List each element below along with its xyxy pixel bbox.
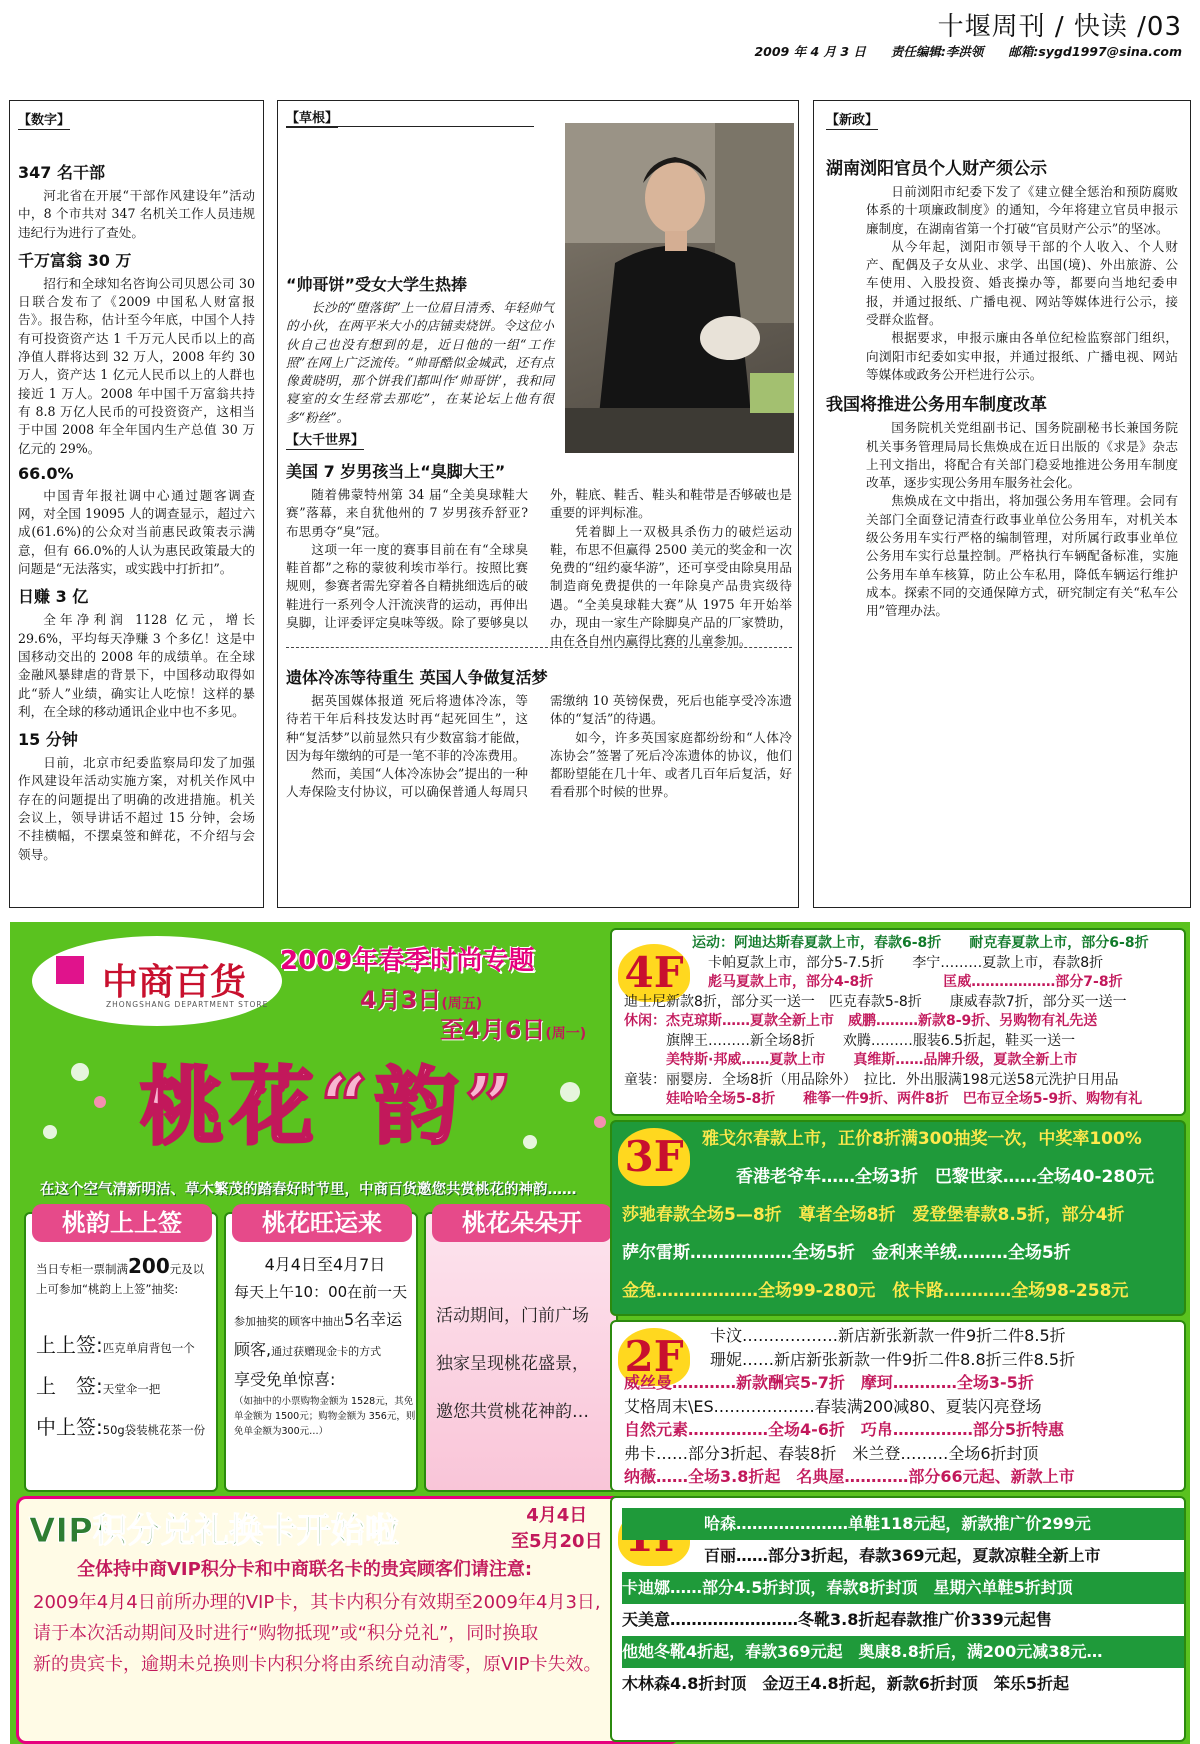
vip-section xyxy=(16,1496,680,1744)
article-text: 日前，北京市纪委监察局印发了加强作风建设年活动实施方案，对机关作风中存在的问题提出了明确的改进措施。机关会议上，领导讲话不超过 15 分钟，会场不挂横幅，不摆桌签和鲜花，不介绍与会领导。 xyxy=(18,755,255,862)
box-title: 桃韵上上签 xyxy=(32,1204,212,1242)
vip-start-date: 4月4日 xyxy=(526,1505,588,1526)
floor-line: 他她冬靴4折起，春款369元起 奥康8.8折后，满200元减38元… xyxy=(622,1636,1184,1668)
lottery-amount: 200 xyxy=(128,1254,170,1278)
floor-label: 3F xyxy=(618,1128,690,1186)
middle-column xyxy=(277,100,799,908)
floor-label: 2F xyxy=(618,1328,690,1386)
headline: 15 分钟 xyxy=(18,730,78,750)
article-text: 国务院机关党组副书记、国务院副秘书长兼国务院机关事务管理局局长焦焕成在近日出版的《求是》杂志上刊文指出，将配合有关部门稳妥地推进公务用车制度改革，逐步实现公务用车服务社会化。 xyxy=(866,420,1178,491)
article-text: 招行和全球知名咨询公司贝恩公司 30 日联合发布了《2009 中国私人财富报告》。报告称，估计至今年底，中国个人持有可投资资产达 1 千万元人民币以上的高净值人群将达到 32 万人，2008 年约 30 万人，资产达 1 亿元人民币以上的人群也接近 1 万人。2008 年中国千万富翁共持有 8.8 万亿人民币的可投资资产，这相当于中国 2008 年全年国内生产总值 30 万亿元的 29%。 xyxy=(18,275,255,456)
box-title: 桃花旺运来 xyxy=(232,1204,412,1242)
floor-line: 美特斯·邦威……夏款上市 真维斯……品牌升级，夏款全新上市 xyxy=(624,1052,1078,1068)
floor-line: 运动：阿迪达斯春夏款上市，春款6-8折 耐克春夏款上市，部分6-8折 xyxy=(692,935,1149,951)
article-text: 根据要求，申报示廉由各单位纪检监察部门组织，向浏阳市纪委如实申报，并通过报纸、广播电视、网站等媒体或政务公开栏进行公示。 xyxy=(866,330,1178,382)
section-tag-numbers: 【数字】 xyxy=(18,109,70,130)
floor-line: 彪马夏款上市，部分4-8折 匡威………………部分7-8折 xyxy=(652,974,1123,990)
lottery-box xyxy=(24,1209,218,1492)
box2-highlight: 5名幸运 xyxy=(344,1310,403,1329)
start-weekday: (周五) xyxy=(441,996,483,1012)
floor-line: 百丽……部分3折起，春款369元起，夏款凉鞋全新上市 xyxy=(688,1546,1101,1565)
end-date: 至4月6日 xyxy=(440,1016,546,1044)
article-body xyxy=(286,486,792,658)
box2-line: 通过获赠现金卡的方式 xyxy=(271,1345,382,1358)
section-tag-policy: 【新政】 xyxy=(826,109,878,130)
box2-line: 顾客, xyxy=(234,1340,272,1359)
floor-2f xyxy=(610,1320,1186,1492)
section-tag-grassroots: 【草根】 xyxy=(286,107,338,128)
prize-level: 上 签: xyxy=(36,1374,103,1398)
prize-item: 50g袋装桃花茶一份 xyxy=(102,1423,206,1437)
article-text: 河北省在开展“干部作风建设年”活动中，8 个市共对 347 名机关工作人员违规违纪行为进行了查处。 xyxy=(18,188,255,240)
box2-line: 每天上午10：00在前一天 xyxy=(234,1283,408,1301)
box2-date: 4月4日至4月7日 xyxy=(264,1255,386,1274)
article-body xyxy=(286,692,792,820)
page-header-info: 2009 年 4 月 3 日 责任编辑:李洪领 邮箱:sygd1997@sina.com xyxy=(754,44,1182,59)
vip-notice: 全体持中商VIP积分卡和中商联名卡的贵宾顾客们请注意: xyxy=(77,1559,533,1580)
prize-item: 匹克单肩背包一个 xyxy=(102,1341,195,1355)
vip-notice-line: 新的贵宾卡，逾期未兑换则卡内积分将由系统自动清零，原VIP卡失效。 xyxy=(33,1654,602,1675)
lottery-intro-2: 元及以上可参加“桃韵上上签”抽奖: xyxy=(36,1262,205,1296)
vip-notice-line: 请于本次活动期间及时进行“购物抵现”或“积分兑礼”，同时换取 xyxy=(33,1623,539,1644)
headline: 日赚 3 亿 xyxy=(18,587,89,607)
article-text: 如今，许多英国家庭都纷纷和“人体冷冻协会”签署了死后冷冻遗体的协议，他们都盼望能在几十年、或者几百年后复活，好看看那个时候的世界。 xyxy=(550,729,792,800)
headline: “帅哥饼”受女大学生热捧 xyxy=(286,275,468,294)
prize-item: 天堂伞一把 xyxy=(102,1382,161,1396)
floor-line: 金兔………………全场99-280元 依卡路…………全场98-258元 xyxy=(622,1281,1129,1301)
headline: 美国 7 岁男孩当上“臭脚大王” xyxy=(286,462,506,481)
floor-line: 香港老爷车……全场3折 巴黎世家……全场40-280元 xyxy=(702,1167,1155,1187)
floor-line: 木林森4.8折封顶 金迈王4.8折起，新款6折封顶 笨乐5折起 xyxy=(622,1674,1069,1693)
floor-line: 萨尔雷斯………………全场5折 金利来羊绒………全场5折 xyxy=(622,1243,1071,1263)
article-text: 全年净利润 1128 亿元，增长 29.6%，平均每天净赚 3 个多亿！这是中国移动交出的 2008 年的成绩单。在全球金融风暴肆虐的背景下，中国移动取得如此“骄人”业绩，确实让人吃惊！这样的暴利，在全球的移动通讯企业中也不多见。 xyxy=(18,612,255,719)
article-text: 日前浏阳市纪委下发了《建立健全惩治和预防腐败体系的十项廉政制度》的通知，今年将建立官员申报示廉制度，在湖南省第一个打破“官员财产公示”的坚冰。 xyxy=(866,184,1178,236)
box3-line: 独家呈现桃花盛景， xyxy=(436,1354,589,1374)
floor-line: 雅戈尔春款上市，正价8折满300抽奖一次，中奖率100% xyxy=(702,1129,1142,1149)
logo-subtext: ZHONGSHANG DEPARTMENT STORE xyxy=(106,1000,269,1009)
headline: 千万富翁 30 万 xyxy=(18,250,132,270)
article-text: 然而，美国“人体冷冻协会”提出的一种人寿保险支付协议，可以确保普通人每周只需缴纳 10 英镑保费，死后也能享受冷冻遗体的“复活”的待遇。 xyxy=(286,693,792,800)
box2-line: 参加抽奖的顾客中抽出 xyxy=(234,1315,344,1328)
slogan: 在这个空气清新明洁、草木繁茂的踏春好时节里，中商百货邀您共赏桃花的神韵…… xyxy=(40,1182,577,1198)
floor-line: 纳薇……全场3.8折起 名典屋…………部分66元起、新款上市 xyxy=(624,1467,1075,1486)
page-header-title: 十堰周刊 / 快读 /03 xyxy=(937,12,1182,42)
headline: 遗体冷冻等待重生 英国人争做复活梦 xyxy=(286,668,548,687)
start-date: 4月3日 xyxy=(360,986,442,1014)
floor-line: 休闲：杰克琼斯……夏款全新上市 威鹏………新款8-9折、另购物有礼先送 xyxy=(624,1013,1098,1029)
prize-level: 上上签: xyxy=(36,1333,103,1357)
topic-title: 2009年春季时尚专题 xyxy=(280,946,535,976)
floor-line: 卡帕夏款上市，部分5-7.5折 李宁………夏款上市，春款8折 xyxy=(652,954,1104,971)
article-text: 从今年起，浏阳市领导干部的个人收入、个人财产、配偶及子女从业、求学、出国(境)、外出旅游、公车使用、入股投资、婚丧操办等，都要向当地纪委申报，并通过报纸、广播电视、网站等媒体进行公示，接受群众监督。 xyxy=(866,238,1178,328)
lottery-intro: 当日专柜一票制满 xyxy=(36,1262,128,1276)
floor-line: 童装：丽婴房．全场8折（用品除外） 拉比．外出服满198元送58元洗护日用品 xyxy=(624,1071,1119,1088)
article-text: 据英国媒体报道 死后将遗体冷冻，等待若干年后科技发达时再“起死回生”，这种“复活梦”以前显然只有少数富翁才能做，因为每年缴纳的可是一笔不菲的冷冻费用。 xyxy=(286,693,528,763)
article-text: 随着佛蒙特州第 34 届“全美臭球鞋大赛”落幕，来自犹他州的 7 岁男孩乔舒亚?布思勇夺“臭”冠。 xyxy=(286,487,528,539)
vip-notice-line: 2009年4月4日前所办理的VIP卡，其卡内积分有效期至2009年4月3日, xyxy=(33,1592,601,1613)
floor-line: 卡汶………………新店新张新款一件9折二件8.5折 xyxy=(694,1326,1066,1345)
floor-line: 珊妮……新店新张新款一件9折二件8.8折三件8.5折 xyxy=(694,1349,1076,1369)
vip-end-date: 至5月20日 xyxy=(511,1531,603,1552)
floor-line: 天美意……………………冬靴3.8折起春款推广价339元起售 xyxy=(622,1610,1052,1629)
floor-line: 哈森…………………单鞋118元起，新款推广价299元 xyxy=(622,1508,1184,1540)
free-order-box xyxy=(224,1209,418,1492)
headline: 347 名干部 xyxy=(18,163,105,182)
end-weekday: (周一) xyxy=(545,1026,587,1042)
policy-column xyxy=(813,100,1191,908)
ad-left xyxy=(10,922,685,1744)
numbers-column xyxy=(9,100,264,908)
section-tag-world: 【大千世界】 xyxy=(286,429,364,450)
floor-line: 卡迪娜……部分4.5折封顶，春款8折封顶 星期六单鞋5折封顶 xyxy=(622,1572,1184,1604)
article-text: 中国青年报社调中心通过题客调查网，对全国 19095 人的调查显示，超过六成(61.6%)的公众对当前惠民政策表示满意，但有 66.0%的人认为惠民政策最大的问题是“无法落实，或实践中打折扣”。 xyxy=(18,487,255,577)
peach-blossom-box xyxy=(424,1209,618,1492)
store-logo xyxy=(32,936,282,1026)
logo-text: 中商百货 xyxy=(102,962,247,1003)
floor-line: 迪士尼新款8折，部分买一送一 匹克春款5-8折 康威春款7折，部分买一送一 xyxy=(624,993,1127,1010)
article-text: 凭着脚上一双极具杀伤力的破烂运动鞋，布思不但赢得 2500 美元的奖金和一次免费的“纽约豪华游”，还可享受由除臭用品制造商免费提供的一年除臭产品贵宾级待遇。“全美臭球鞋大赛”从 1975 年开始举办，现由一家生产除脚臭产品的厂家赞助，由在各自州内赢得比赛的儿童参加。 xyxy=(550,523,792,649)
prize-level: 中上签: xyxy=(36,1415,103,1439)
article-text: 长沙的“堕落街”上一位眉目清秀、年轻帅气的小伙，在两平米大小的店铺卖烧饼。令这位小伙自己也没有想到的是，近日他的一组“工作照”在网上广泛流传。“帅哥酷似金城武，还有点像黄晓明，那个饼我们都叫作‘帅哥饼’，我和同寝室的女生经常去那吃”，在某论坛上他有很多“粉丝”。 xyxy=(286,300,554,425)
floor-line: 旗牌王………新全场8折 欢腾………服装6.5折起，鞋买一送一 xyxy=(624,1032,1076,1049)
box2-line: 享受免单惊喜: xyxy=(234,1370,336,1389)
floor-4f xyxy=(610,928,1186,1116)
box2-note: （如抽中的小票购物金额为 1528元，其免单金额为 1500元；购物金额为 356元，则免单金额为300元…） xyxy=(234,1396,416,1437)
floor-line: 娃哈哈全场5-8折 稚筝一件9折、两件8折 巴布豆全场5-9折、购物有礼 xyxy=(624,1091,1143,1107)
floor-line: 弗卡……部分3折起、春装8折 米兰登………全场6折封顶 xyxy=(624,1443,1039,1463)
floor-line: 威丝曼…………新款酬宾5-7折 摩珂…………全场3-5折 xyxy=(624,1373,1034,1392)
box3-line: 活动期间，门前广场 xyxy=(436,1306,589,1326)
article-text: 这项一年一度的赛事目前在有“全球臭鞋首都”之称的蒙彼利埃市举行。按照比赛规则，参赛者需先穿着各自精挑细选后的破鞋进行一系列令人汗流浃背的运动，再伸出臭脚，让评委评定臭味等级。除了要够臭以外，鞋底、鞋舌、鞋头和鞋带是否够破也是重要的评判标准。 xyxy=(286,487,792,631)
floor-1f xyxy=(610,1496,1186,1742)
floor-label: 4F xyxy=(618,944,690,1002)
article-text: 焦焕成在文中指出，将加强公务用车管理。会同有关部门全面登记清查行政事业单位公务用车，对机关本级公务用车实行严格的编制管理，对所属行政事业单位公务用车实行总量控制。严格执行车辆配备标准，实施公务用车单车核算，防止公车私用，降低车辆运行维护成本。探索不同的交通保障方式，研究制定有关“私车公用”管理办法。 xyxy=(866,493,1178,619)
campaign-headline: 桃花“韵” xyxy=(140,1057,519,1156)
box-title: 桃花朵朵开 xyxy=(432,1204,612,1242)
headline: 66.0% xyxy=(18,463,74,483)
advertisement xyxy=(10,922,1190,1744)
logo-mark-icon xyxy=(56,956,84,984)
floor-line: 莎驰春款全场5—8折 尊者全场8折 爱登堡春款8.5折，部分4折 xyxy=(622,1205,1125,1225)
floor-3f xyxy=(610,1120,1186,1316)
headline: 湖南浏阳官员个人财产须公示 xyxy=(826,159,1047,179)
floor-line: 艾格周末\ES.………………春装满200减80、夏装闪亮登场 xyxy=(624,1396,1042,1416)
photo-cake-seller xyxy=(565,123,794,453)
vip-title: VIP积分兑礼换卡开始啦 xyxy=(29,1511,399,1551)
headline: 我国将推进公务用车制度改革 xyxy=(826,395,1047,416)
floor-line: 自然元素……………全场4-6折 巧帛……………部分5折特惠 xyxy=(624,1420,1065,1439)
dashed-divider xyxy=(286,647,792,648)
flower-decoration xyxy=(10,1032,685,1162)
box3-line: 邀您共赏桃花神韵… xyxy=(436,1402,589,1422)
